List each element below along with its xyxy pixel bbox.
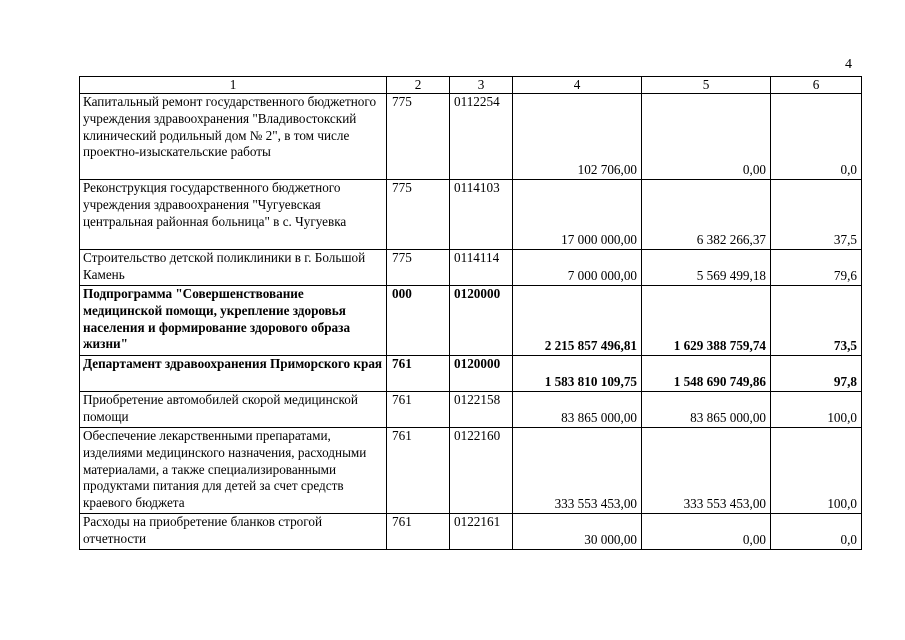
row-target-code: 0122160 bbox=[450, 428, 513, 514]
table-row bbox=[80, 94, 862, 180]
row-name: Обеспечение лекарственными препаратами, изделиями медицинского назначения, расходными материалами, а также специализированными продуктами питания для детей за счет средств краевого бюджета bbox=[80, 428, 387, 514]
row-target-code: 0114114 bbox=[450, 250, 513, 286]
row-code: 000 bbox=[387, 286, 450, 356]
row-name: Реконструкция государственного бюджетного учреждения здравоохранения "Чугуевская центральная районная больница" в с. Чугуевка bbox=[80, 180, 387, 250]
column-header: 1 bbox=[80, 77, 387, 94]
table-row-subprogram bbox=[80, 286, 862, 356]
table-row bbox=[80, 514, 862, 550]
column-header: 6 bbox=[771, 77, 862, 94]
row-plan-value: 2 215 857 496,81 bbox=[513, 286, 642, 356]
row-name: Расходы на приобретение бланков строгой отчетности bbox=[80, 514, 387, 550]
column-header: 3 bbox=[450, 77, 513, 94]
row-percent: 73,5 bbox=[771, 286, 862, 356]
row-plan-value: 83 865 000,00 bbox=[513, 392, 642, 428]
row-code: 775 bbox=[387, 250, 450, 286]
row-actual-value: 1 629 388 759,74 bbox=[642, 286, 771, 356]
row-actual-value: 0,00 bbox=[642, 94, 771, 180]
row-actual-value: 1 548 690 749,86 bbox=[642, 356, 771, 392]
row-code: 775 bbox=[387, 94, 450, 180]
row-target-code: 0112254 bbox=[450, 94, 513, 180]
row-plan-value: 333 553 453,00 bbox=[513, 428, 642, 514]
row-target-code: 0120000 bbox=[450, 356, 513, 392]
row-code: 761 bbox=[387, 392, 450, 428]
row-plan-value: 102 706,00 bbox=[513, 94, 642, 180]
column-header: 4 bbox=[513, 77, 642, 94]
row-plan-value: 17 000 000,00 bbox=[513, 180, 642, 250]
row-name: Приобретение автомобилей скорой медицинской помощи bbox=[80, 392, 387, 428]
row-actual-value: 333 553 453,00 bbox=[642, 428, 771, 514]
column-header: 2 bbox=[387, 77, 450, 94]
row-plan-value: 30 000,00 bbox=[513, 514, 642, 550]
row-plan-value: 1 583 810 109,75 bbox=[513, 356, 642, 392]
row-percent: 100,0 bbox=[771, 428, 862, 514]
row-percent: 0,0 bbox=[771, 94, 862, 180]
row-percent: 37,5 bbox=[771, 180, 862, 250]
row-percent: 97,8 bbox=[771, 356, 862, 392]
table-header-row bbox=[80, 77, 862, 94]
row-percent: 0,0 bbox=[771, 514, 862, 550]
row-percent: 79,6 bbox=[771, 250, 862, 286]
row-name: Капитальный ремонт государственного бюджетного учреждения здравоохранения "Владивостокский клинический родильный дом № 2", в том числе проектно-изыскательские работы bbox=[80, 94, 387, 180]
row-target-code: 0122161 bbox=[450, 514, 513, 550]
row-target-code: 0120000 bbox=[450, 286, 513, 356]
row-actual-value: 6 382 266,37 bbox=[642, 180, 771, 250]
row-name: Подпрограмма "Совершенствование медицинской помощи, укрепление здоровья населения и формирование здорового образа жизни" bbox=[80, 286, 387, 356]
row-code: 761 bbox=[387, 428, 450, 514]
table-row-department bbox=[80, 356, 862, 392]
table-row bbox=[80, 392, 862, 428]
table-row bbox=[80, 250, 862, 286]
row-actual-value: 5 569 499,18 bbox=[642, 250, 771, 286]
row-code: 761 bbox=[387, 514, 450, 550]
table-row bbox=[80, 180, 862, 250]
row-plan-value: 7 000 000,00 bbox=[513, 250, 642, 286]
row-code: 761 bbox=[387, 356, 450, 392]
table-row bbox=[80, 428, 862, 514]
page-number: 4 bbox=[845, 57, 852, 72]
row-target-code: 0114103 bbox=[450, 180, 513, 250]
row-code: 775 bbox=[387, 180, 450, 250]
row-actual-value: 83 865 000,00 bbox=[642, 392, 771, 428]
row-target-code: 0122158 bbox=[450, 392, 513, 428]
row-actual-value: 0,00 bbox=[642, 514, 771, 550]
budget-table bbox=[79, 76, 862, 550]
column-header: 5 bbox=[642, 77, 771, 94]
row-name: Строительство детской поликлиники в г. Большой Камень bbox=[80, 250, 387, 286]
row-name: Департамент здравоохранения Приморского края bbox=[80, 356, 387, 392]
row-percent: 100,0 bbox=[771, 392, 862, 428]
